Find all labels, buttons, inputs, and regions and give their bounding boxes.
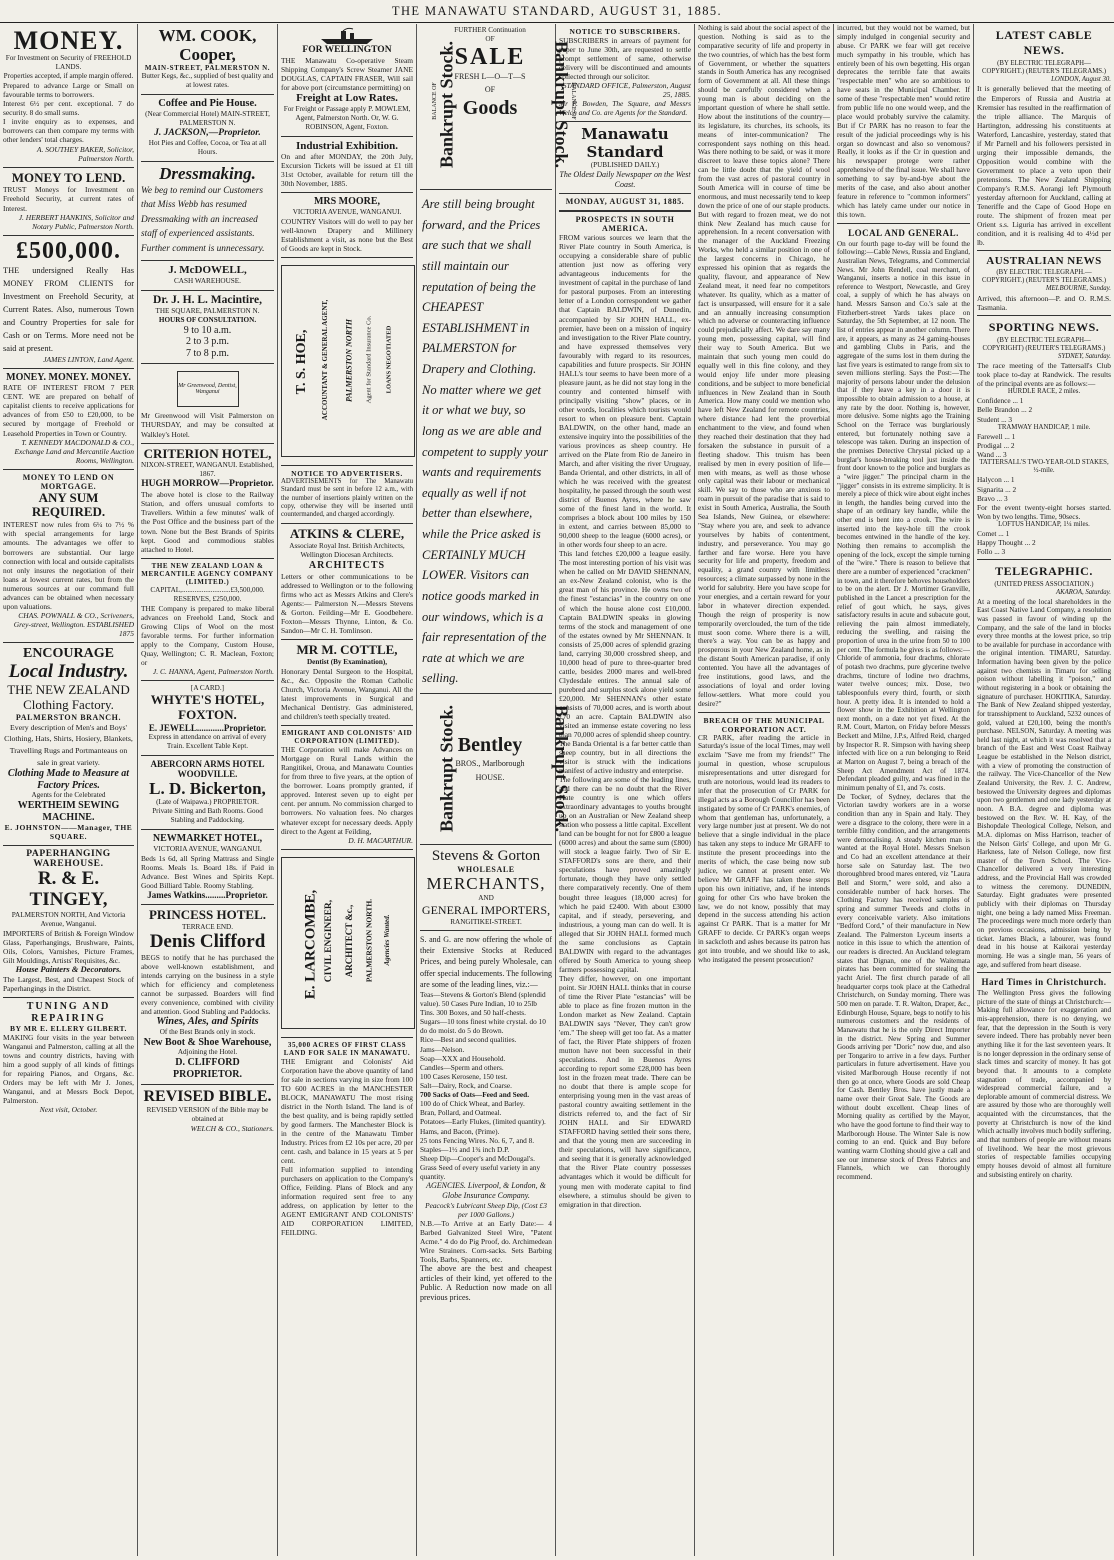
paperhanging: PAPERHANGING WAREHOUSE.	[26, 849, 111, 870]
gilbert-text: MAKING four visits in the year between Wanganui and Palmerston, calling at all the towns and country districts, having with him a good supply of all kinds of fittings for repairing Pianos, and Organs, &c. Orders may be left with Mr J. Jones, Wanganui, and at Messrs Bock Depot, Palmerston.	[3, 1033, 134, 1106]
bible-ad	[141, 1085, 274, 1137]
column-1	[0, 24, 137, 1556]
tele-dateline: AKAROA, Saturday.	[1055, 589, 1111, 597]
hoe-line: PALMERSTON NORTH	[344, 319, 354, 403]
article-title: PROSPECTS IN SOUTH AMERICA.	[575, 215, 675, 234]
race-row: Bravo ... 3	[977, 493, 1008, 503]
exhibition: Industrial Exhibition.	[295, 139, 399, 152]
race-row: Wand ... 3	[977, 449, 1007, 459]
steamer-icon	[317, 27, 377, 45]
moore-ad	[281, 193, 413, 258]
bankrupt-stock-right: Bankrupt Stock.	[551, 40, 572, 169]
emigrant-text: THE Corporation will make Advances on Mortgage on Rural Lands within the Rangitikei, Oroua, and Manawatu Counties for from three to five years, at the option of the borrower. Loans promptly granted, if approved. Interest seven up to eight per cent. per annum. No commission charged to borrowers. No valuation fees. No charges whatever except for necessary deeds. Apply direct to the Agent at Feilding,	[281, 745, 413, 836]
cook-text: Butter Kegs, &c., supplied of best quality and at lowest rates.	[141, 72, 274, 90]
bible: REVISED BIBLE.	[143, 1088, 272, 1106]
mmm-title: MONEY. MONEY. MONEY.	[6, 371, 131, 383]
paper-sub: (PUBLISHED DAILY.)	[590, 161, 660, 170]
bankrupt-stock-left: Bankrupt Stock.	[436, 704, 457, 833]
column-3	[278, 24, 416, 1556]
clifford-text: BEGS to notify that he has purchased the above well-known establishment, and intends carrying on the business in a style which for efficiency and completeness cannot be surpassed. Boarders will find every convenience, combined with civility and attention. Good Stabling and Paddocks.	[141, 953, 274, 1017]
larcombe-name: E. LARCOMBE,	[302, 889, 319, 999]
money-line: Interest 6½ per cent. exceptional. 7 do security. 8 do small sums.	[3, 99, 134, 118]
notice-title: NOTICE TO SUBSCRIBERS.	[569, 27, 681, 36]
aus-text: Arrived, this afternoon—P. and O. R.M.S. Tasmania.	[977, 293, 1111, 312]
tingey-stock: The Largest, Best, and Cheapest Stock of Paperhangings in the District.	[3, 975, 134, 994]
watkins: James Watkins.........Proprietor.	[147, 890, 268, 901]
cable-text: It is generally believed that the meeting of the Emperors of Russia and Austria at Kremsier has resulted in the reaffirmation of the triple alliance. The Marquis of Hartington, addressing his constituents at Waterford, Lancashire, yesterday, stated that if Mr Parnell and his followers persisted in urging their impossible demands, the Opposition would combine with the Government to place a veto upon their pretensions. The New Zealand Shipping Company's R.M.S. Aorangi left Plymouth yesterday afternoon for Auckland, calling at Teneriffe and the Cape of Good Hope en route. The shipment of frozen meat per Orient s.s. Liguria has arrived in excellent condition, and it is realising 4d to 4½d per lb.	[977, 84, 1111, 247]
list-item: Salt—Dairy, Rock, and Coarse.	[420, 1081, 512, 1091]
cottle-ad	[281, 640, 413, 726]
pie-text: (Near Commercial Hotel) MAIN-STREET, PALMERSTON N.	[145, 110, 270, 128]
atkins-ad	[281, 524, 413, 640]
money-title: MONEY.	[13, 26, 124, 55]
list-item: Sugars—10 tons finest white crystal. do 10 do do moist. do 5 do Brown.	[420, 1017, 546, 1036]
notice-adv-title: NOTICE TO ADVERTISERS.	[291, 469, 403, 479]
cable-by: (BY ELECTRIC TELEGRAPH—COPYRIGHT.) (REUTER'S TELEGRAMS.)	[981, 60, 1107, 76]
race-name: TRAMWAY HANDICAP, 1 mile.	[997, 423, 1091, 431]
dress-title: Dressmaking.	[159, 164, 256, 184]
abercorn-ad	[141, 756, 274, 830]
sg-foot: The above are the best and cheapest articles of their kind, yet offered to the Public. A Reduction now made on all previous prices.	[420, 1263, 552, 1303]
exhibition-ad	[281, 137, 413, 194]
issue-date: MONDAY, AUGUST 31, 1885.	[565, 197, 685, 207]
money-line: For Investment on Security of FREEHOLD LANDS.	[5, 54, 132, 72]
any-sum-text: INTEREST now rules from 6¼ to 7½ % with special arrangements for large amounts. The advantages we offer to borrowers are substantial. Our large connection with local and outside capitalists not only insures the negotiation of their loans at lowest current rates, but from the numerous sources at our command full advances can be obtained when necessary upon valuations.	[3, 520, 134, 611]
list-item: 100 Cases Kerosene, 150 test.	[420, 1071, 508, 1081]
linton-signature: JAMES LINTON, Land Agent.	[43, 354, 134, 364]
money-ad	[3, 24, 134, 168]
bentley-top-ad	[420, 24, 576, 190]
abercorn: ABERCORN ARMS HOTEL WOODVILLE.	[150, 759, 265, 780]
local-text: On our fourth page to-day will be found the following:—Cable News, Russia and England, Australian News, Telegrams, and Commercial News. Mr John Rendell, coal merchant, of Wanganui, inserts a notice in this issue in reference to Westport, Newcastle, and Grey coal, a supply of which he has always on hand. Messrs Sanson and Co.'s sale at the Fitzherbert-street Yards takes place on Saturday, the 5th September, at 12 noon. The list of entries appear in another column. There are, it appears, as many as 24 gaming-houses and gambling Clubs in Paris, and the aggregate of the sums lost in them during the last five years is estimated to range from six to seven millions sterling. Says the Post:—The majority of persons labour under the delusion that if they leave a key in a door it is impossible to obtain admission to a house, at any rate by the door. Nothing is, however, more delusive. Some nights ago the Training School on the Terrace was burglariously entered, but fortunately nothing save a telescope was taken. During an inspection of the premises Detective Chrystal picked up a burglar's house-breaking tool just inside the front door known to the police and burglars as a "wire jigger." The principal charm in the "jigger" consists in its extreme simplicity. It is merely a piece of thick wire about eight inches in length, the handles being curved into the shape of an ordinary key handle, while the other end is bent into a crook. The wire is inserted into the key-hole till the crook becomes entwined in the handle of the key. Nothing then remains to accomplish the opening of the lock, except the simple turning of the "wire." There is reason to believe that there are a number of experienced "crackmen" in town, and it therefore behoves householders to be on the alert. Dr J. Mortimer Granville, published in the Lancet a prescription for the relief of gout which, he says, gives satisfactory results in acute and subacute gout, relieving the pain almost immediately, reducing the swelling, and raising the proportion of urea in the urine from 50 to 100 per cent. The formula he gives is as follows:—Chloride of ammonia, four drachms, chlorate of potash two drachms, pure glycerine twelve drachms, tincture of lodine two drachms, water twelve ounces; mix. Dose, two tablespoonfuls every third, fourth, or sixth hour. A pretty idea. It is intended to hold a flower show in the Exhibition at Wellington next month, on a date not yet fixed. At the R.M. Court, Marton, on Friday before Messrs Beckett and Milne, J.P.s, Alfred Reid, charged by Inspector R. R. Simpson with having sheep infected with lice on a run belonging to Reid at Marton on August 7, being a breach of the Sheep Act Amendment Act of 1874. Defendant pleaded guilty, and was fined in the minimum penalty of £1, and 7s. costs.	[837, 239, 970, 792]
pownall-ad	[3, 470, 134, 643]
moore-text: COUNTRY Visitors will do well to pay her well-known Drapery and Millinery Establishment a visit, as none but the Best of Goods are kept in Stock.	[281, 216, 413, 254]
clothing-ad	[3, 643, 134, 847]
notice-subscribers	[559, 24, 691, 122]
list-item: Bran, Pollard, and Oatmeal.	[420, 1108, 502, 1118]
newmarket-ad	[141, 830, 274, 905]
cottle-text: Honorary Dental Surgeon to the Hospital, &c., &c. Opposite the Roman Catholic Church, Victoria Avenue, Wanganui. All the latest improvements in Surgical and Mechanical Dentistry. Gas administered, and children's teeth specially treated.	[281, 667, 413, 722]
cook-ad	[141, 24, 274, 95]
whyte: WHYTE'S HOTEL, FOXTON.	[150, 691, 265, 722]
princess: PRINCESS HOTEL.	[148, 907, 267, 923]
jewell: E. JEWELL............Proprietor.	[148, 722, 267, 733]
mcdowell: J. McDOWELL,	[168, 264, 247, 277]
article	[559, 212, 691, 1208]
hoe-vertical-ad	[281, 265, 415, 457]
column-2	[138, 24, 277, 1556]
hours-line: 9 to 10 a.m.	[183, 324, 232, 336]
arrive: N.B.—To Arrive at an Early Date:— 4 Barbed Galvanized Steel Wire, "Patent Acme." 4 do do Pig Proof, do. Archimedean Wire Strainers. Corn-sacks. Sets Barbing Tools, Barbs, Spanners, etc.	[420, 1218, 552, 1264]
tingey: R. & E. TINGEY,	[29, 868, 108, 911]
branch: PALMERSTON BRANCH.	[15, 712, 122, 722]
hours-line: 7 to 8 p.m.	[185, 347, 230, 359]
shoe-sub: Adjoining the Hotel.	[177, 1048, 238, 1057]
encourage: ENCOURAGE	[22, 645, 114, 661]
paper-banner	[559, 122, 691, 212]
reserves: RESERVES, £250,000.	[173, 594, 242, 603]
acres-ad	[281, 1038, 413, 1242]
emigrant-ad	[281, 726, 413, 849]
race-row: Signarita ... 2	[977, 484, 1017, 494]
newmarket-address: VICTORIA AVENUE, WANGANUI.	[153, 844, 262, 853]
cable-title: LATEST CABLE NEWS.	[995, 28, 1093, 57]
jackson-text: Hot Pies and Coffee, Cocoa, or Tea at all Hours.	[148, 139, 267, 157]
list-item: Grass Seed of every useful variety in any quantity.	[420, 1163, 541, 1182]
nz-clothing: THE NEW ZEALAND Clothing Factory.	[7, 681, 130, 712]
sg-lines	[420, 990, 552, 1181]
sale-center	[450, 26, 530, 120]
wholesale: WHOLESALE	[457, 865, 515, 874]
wertheim: WERTHEIM SEWING MACHINE.	[17, 800, 120, 823]
larcombe-line: Agencies Wanted.	[383, 914, 391, 966]
tele-title: TELEGRAPHIC.	[995, 564, 1093, 579]
greenwood-stamp: Mr Greenwood, Dentist, Wanganui	[177, 371, 239, 407]
tingey-address: PALMERSTON NORTH, And Victoria Avenue, Wanganui.	[11, 911, 126, 929]
list-item: Jams—Nelson.	[420, 1044, 465, 1054]
money-line: Prepared to advance Large or Small on favourable terms to borrowers.	[3, 81, 134, 100]
shoe: New Boot & Shoe Warehouse,	[143, 1036, 272, 1048]
list-item: Soap—XXX and Household.	[420, 1053, 506, 1063]
money-line: Properties accepted, if ample margin offered.	[3, 72, 134, 81]
dress-text: We beg to remind our Customers that Miss Webb has resumed Dressmaking with an increased staff of experienced assistants. Further comment is unnecessary.	[141, 186, 265, 254]
gilbert-ad	[3, 998, 134, 1118]
bentley-bottom-ad	[420, 693, 572, 845]
jackson: J. JACKSON,—Proprietor.	[154, 128, 261, 139]
criterion-address: NIXON-STREET, WANGANUI. Established, 1867.	[141, 461, 274, 479]
balance-of-left: BALANCE OF	[432, 82, 438, 120]
further: FURTHER Continuation OF	[454, 26, 526, 43]
wellington-ad	[281, 24, 413, 137]
macintire: Dr. J. H. L. Macintire,	[153, 293, 262, 306]
masthead-title: THE MANAWATU STANDARD, AUGUST 31, 1885.	[391, 3, 723, 18]
sg-text: S. and G. are now offering the whole of their Extensive Stocks at Reduced Prices, and being purely Wholesale, can offer special inducements. The following are some of the leading lines, viz.:—	[420, 935, 552, 989]
larcombe-line: CIVIL ENGINEER,	[324, 899, 334, 982]
race-name: TATTERSALL'S TWO-YEAR-OLD STAKES, ½-mile.	[979, 459, 1109, 475]
hours-line: 2 to 3 p.m.	[185, 336, 230, 348]
race-name: HURDLE RACE, 2 miles.	[1007, 388, 1081, 396]
notice-advertisers	[281, 466, 413, 524]
freight: Freight at Low Rates.	[296, 92, 398, 105]
list-item: 25 tons Fencing Wires. No. 6, 7, and 8.	[420, 1135, 535, 1145]
any-sum-signature: CHAS. POWNALL & CO., Scriveners, Grey-street, Wellington. ESTABLISHED 1875	[13, 610, 134, 638]
list-item: Staples—1½ and 1¾ inch D.P.	[420, 1144, 510, 1154]
notice-signature: STANDARD OFFICE, Palmerston, August 25, 1885.	[562, 81, 691, 100]
wines-sub: Of the Best Brands only in stock.	[159, 1027, 256, 1036]
clifford-prop: D. CLIFFORD PROPRIETOR.	[173, 1057, 242, 1080]
newmarket-text: Beds 1s 6d, all Spring Mattrass and Single Rooms. Meals 1s. Board 18s. if Paid in Advance. Best Wines and Spirits Kept. Good Billiard Table. Roomy Stabling.	[141, 853, 274, 891]
article-continued: Nothing is said about the social aspect of the question. Nothing is said as to the comparative security of life and property in the two countries, of which has the best form of Government, or whether the squatters stands in South America has any recognised form of Government at all. All these things should be carefully considered when a young man is about deciding on the important question of where he shall settle. How about the institutions of the country—its legislature, its churches, its schools, its means of inter-communication? The correspondent says nothing on this head. Was there nothing to be said, or was it more discreet to leave these topics alone? There can be little doubt that the yield of wool from the vast acres of pastoral country in South America will in course of time be enormous, and must necessarily tend to keep down the price of one of our staple products. But with regard to frozen meat, we do not think New Zealand has much cause for apprehension. In a recent conversation with the manager of the Auckland Freezing Works, who held a similar position in one of the largest concerns in Chicago, he expressed his opinion that as regards the quality, flavour, and appearance of New Zealand meat, it need fear no competitors whatever. Its quality, which as a matter of fact is unsurpassed, will ensure for it a sale and an annually increasing consumption which no adverse or counteracting influence could prejudicially affect. We dare say many young men, possessing capital, will find their way to South America. But we maintain that such young men could do equally well in this fine colony, and they would enjoy life under more pleasing conditions, and be subject to more beneficial influences in New Zealand than in South America. How many could we mention who have left New Zealand for remote countries, where distance had lent the proverbial enchantment to the view, and found when they reached their destination that they had forsaken the substance in pursuit of a fleeting shadow. This truism has been realised by men in every position of life—men with means, as well as those whose only capital was their labour or mechanical skill. We say to those who are anxious to roam in pursuit of the paradise that is said to exist in South America, Australia, the South Sea Islands, New Guinea, or elsewhere: "Stay where you are, and seek to advance yourselves by habits of contentment, industry, and perseverance. You may go farther and fare worse. Here you have security for life and property, freedom and equality, a grand country with limitless resources; a climate surpassed by none in the world for salubrity. Here you have scope for your energies, and a certain reward for your labor in whatever direction expended. Though the reign of prosperity is now temporarily overclouded, the turn of the tide must soon come. Where there is a will, there's a way. You can be as happy and prosperous in your New Zealand home, as in the distant South American paradise, if only contented. You have all the advantages of free institutions, good laws, and the associations of loyal and order loving fellow-settlers. What more could you desire?"	[698, 23, 830, 708]
big-sum: £500,000.	[16, 237, 121, 264]
tele-text: At a meeting of the local shareholders in the East Coast Native Land Company, a resolution was passed in favour of winding up the Company, and the sale of the land in blocks every three months at the lowest price, so trip to be available for purchase in accordance with the original intention. TIMARU, Saturday. Information having been given by the police against two chemists in Timaru for selling poison without labelling it "poison," and without registering in a book or obtaining the signature of purchaser. HOKITIKA, Saturday. The Bank of New Zealand shipped yesterday, for transshipment to Auckland, 5232 ounces of gold, valued at £20,100, being the month's purchase. NELSON, Saturday. A meeting was held last night, at which it was resolved that a branch of the East and West Coast Railway League be established in the Nelson district, with a view of promoting the construction of the railway. The Vice-Chancellor of the New Zealand University, the Rev. J. C. Andrew, bestowed the University degrees and diplomas upon two gentlemen and one lady yesterday at noon. A B.A. degree and diploma was bestowed on the Rev. W. H. Kay, of the Bishopdale Theological College, Nelson, and M.A. diplomas on Miss Harrison, teacher of the Nelson Girls' College, and upon Mr G. Harkness, late of Nelson College, now first master of the Town School. The Vice-Chancellor delivered a very interesting address, and the Provincial Hall was crowded to witness the ceremony. DUNEDIN, Saturday. Eight graduates were presented publicly with their diplomas on Thursday night, one being a lady named Miss Freeman. The proceedings were much more orderly than on previous occasions, admission being by ticket. James Black, a labourer, was found dead in his house at Kaikorai yesterday morning. He was a single man, 56 years of age, and suffered from heart disease.	[977, 597, 1111, 969]
linton-ad	[3, 236, 134, 369]
mmm-text: RATE OF INTEREST FROM 7 PER CENT. WE are prepared on behalf of capitalist clients to receive applications for advances of from £50 to £20,000, to be secured by mortgage of Freehold or Leasehold Properties in Town or Country.	[3, 383, 134, 438]
mmm-signature: T. KENNEDY MACDONALD & CO., Exchange Land and Mercantile Auction Rooms, Wellington.	[14, 437, 134, 465]
bentley-center	[450, 734, 530, 784]
balance-of-right: BALANCE OF	[570, 82, 576, 120]
moore-address: VICTORIA AVENUE, WANGANUI.	[292, 207, 402, 216]
mcdowell-sub: CASH WAREHOUSE.	[174, 276, 241, 285]
princess-address: TERRACE END.	[181, 923, 234, 932]
sport-text: The race meeting of the Tattersall's Club took place to-day at Randwick. The results of the principal events are as follows:—	[977, 361, 1111, 389]
bankrupt-stock-right: Bankrupt Stock.	[551, 704, 572, 833]
article-p1: FROM various sources we learn that the River Plate country in South America, is occupying a considerable share of public attention just now as offering very advantageous inducements for the investment of capital in the purchase of land for pastoral purposes. From an interesting letter of a London correspondent we gather that Captain BALDWIN, of Dunedin, accompanied by Sir JOHN HALL, ex-premier, have been on a mission of inquiry and investigation to the River Plate country, and have expressed themselves very favourably with regard to its resources, capabilities and future prospects. Sir JOHN HALL's tour seems to have been more of a pleasure jaunt, as he did not stay long in the country and contented himself with principally visiting "show" places, or in other words, localities which tourists would resort to when on pleasure bent. Captain BALDWIN, on the other hand, made an extensive inquiry into the possibilities of the various provinces as sheep country. He arrived on the Plate from Rio de Janeiro in March, and after visiting the river Uruguay, Banda Oriental, and other districts, in all of which he was received with the greatest hospitality, he passed through the south west district of Buenos Ayres, where he saw some of the finest land in the world. It comprises a block about 100 miles by 150 in extent, and carries between 85,000 to 90,000 sheep to the league (6000 acres), or in other words four sheep to an acre.	[559, 233, 691, 550]
race-row: Follo ... 3	[977, 547, 1006, 557]
wellington-agents: For Freight or Passage apply P. MOWLEM, Agent, Palmerston North. Or, W. G. ROBINSON, Agent, Foxton.	[283, 104, 411, 131]
bible-text: REVISED VERSION of the Bible may be obtained at	[146, 1106, 269, 1124]
races-note: For the event twenty-eight horses started. Won by two lengths. Time, 90secs.	[977, 502, 1111, 521]
list-item: Teas—Stevens & Gorton's Blend (splendid value). 50 Cases Pure Indian, 10 to 25lb Tins. 300 Boxes, and 50 half-chests.	[420, 989, 546, 1018]
moore: MRS MOORE,	[313, 196, 381, 208]
linton-text: THE undersigned Really Has MONEY FROM CLIENTS for Investment on Freehold Security, at Current Rates. Also, numerous Town and Country Properties for sale for Cash or on Terms. More need not be said at present.	[3, 265, 134, 353]
bickerton-sub: (Late of Waipawa.) PROPRIETOR.	[156, 798, 259, 807]
column-6	[695, 24, 833, 1556]
pie-ad	[141, 95, 274, 162]
wines: Wines, Ales, and Spirits	[156, 1016, 259, 1028]
hoe-name: T. S. HOE,	[294, 329, 309, 395]
race-row: Comet ... 1	[977, 528, 1010, 538]
list-item: Sheep Dip—Cooper's and McDougal's.	[420, 1153, 535, 1163]
goods: Goods	[462, 96, 518, 119]
lend-ad	[3, 168, 134, 236]
bickerton: L. D. Bickerton,	[149, 778, 266, 798]
atkins: ATKINS & CLERE,	[289, 526, 405, 542]
nz-loan-ad	[141, 559, 274, 681]
johnston: E. JOHNSTON——Manager, THE SQUARE.	[4, 823, 133, 842]
cottle: MR M. COTTLE,	[296, 642, 398, 658]
race-row: Halycon ... 1	[977, 475, 1015, 485]
mortgage-title: MONEY TO LEND ON MORTGAGE.	[22, 472, 115, 491]
tingey-text: IMPORTERS of British & Foreign Window Glass, Paperhangings, Brushware, Paints, Oils, Colors, Varnishes, Picture Frames, Gilt Mouldings, Artists' Requisites, &c.	[3, 929, 134, 966]
article-p4: They differ, however, on one important point. Sir JOHN HALL thinks that in course of time the River Plate "estancias" will be able to place as fine frozen mutton in the London market as New Zealand. Captain BALDWIN says "Never, They can't grow 'em." The sheep will get too fat. As a matter of fact, the River Plate shippers of frozen mutton have not been successful in their speculations. And in Buenos Ayres according to report some £28,000 has been lost in the frozen meat trade. There can be no doubt that there is ample scope for enterprising young men in the vast areas of pastoral country awaiting settlement in the districts referred to, and the fact of Sir JOHN HALL and Sir EDWARD STAFFORD having settled their sons there, and that the young men are succeeding in their speculations, will have significance, and seeing that it is generally acknowledged that the River Plate country possesses advantages which it would be difficult for young men with moderate capital to find elsewhere, a stimulus should be given to emigration in that direction.	[559, 973, 691, 1209]
gilbert-foot: Next visit, October.	[39, 1105, 98, 1115]
hoe-line: ACCOUNTANT & GENERAL AGENT,	[321, 299, 329, 421]
race-row: Confidence ... 1	[977, 396, 1024, 406]
race-row: Belle Brandon ... 2	[977, 405, 1033, 415]
notice-adv-text: ADVERTISEMENTS for The Manawatu Standard must be sent in before 12 a.m., with the number of insertions plainly written on the copy, otherwise they will be inserted until countermanded, and charged accordingly.	[281, 478, 413, 519]
larcombe-line: PALMERSTON NORTH.	[364, 898, 374, 982]
architects: ARCHITECTS	[308, 560, 386, 572]
dress-ad	[141, 162, 274, 261]
lend-title: MONEY TO LEND.	[11, 169, 126, 185]
local-title: LOCAL AND GENERAL.	[848, 227, 959, 238]
stevens-gorton-ad	[420, 845, 552, 1307]
masthead	[0, 0, 1114, 23]
card: [A CARD.]	[190, 683, 225, 692]
paper-title: Manawatu Standard	[581, 125, 669, 162]
macintire-ad	[141, 291, 274, 365]
list-item: 100 do of Chick Wheat, and Barley.	[420, 1099, 525, 1109]
nz-loan-text: THE Company is prepared to make liberal advances on Freehold Land, Stock and Growing Clips of Wool on the most favorable terms. For further information apply to the Company, Custom House, Quay, Wellington; C. R. Maclean, Foxton; or	[141, 603, 274, 667]
sport-by: (BY ELECTRIC TELEGRAPH—COPYRIGHT) (REUTER'S TELEGRAMS.)	[982, 336, 1106, 352]
tuning: TUNING AND REPAIRING	[26, 1001, 111, 1024]
criterion-text: The above hotel is close to the Railway Station, and offers unusual comforts to Travellers. Within a few minutes' walk of the Post Office and the business part of the town. None but the Best Brands of Spirits kept. Good and commodious stables attached to Hotel.	[141, 490, 274, 554]
wellington-text: THE Manawatu Co-operative Steam Shipping Company's Screw Steamer JANE DOUGLAS, CAPTAIN FRASER, Will sail for above port (circumstance permitting) on	[281, 55, 413, 93]
aus-dateline: MELBOURNE, Sunday.	[1045, 285, 1111, 293]
race-name: LOFTUS HANDICAP, 1¼ miles.	[998, 520, 1090, 528]
article-p2: This land fetches £20,000 a league easily. The most interesting portion of his visit was when he called on Mr DAVID SHENNAN, an ex-New Zealand colonist, who is the great man of his province. He owns two of the finest "estancias" in the country on one of which the house alone cost £10,000. Captain BALDWIN speaks in glowing terms of the stock and management of one of the estates owned by Mr SHENNAN. It consists of 25,000 acres of splendid grazing land, carrying 30,000 crossbred sheep, and 10,000 head of pure to three-quarter bred cattle, besides 2000 mares and well-bred Clydesdale entires. The annual sale of purebred and surplus stock alone yield some £20,000. Mr SHENNAN's other estate consists of 70,000 acres, and is worth about £70 an acre. Captain BALDWIN also visited an immense estate covering no less than 70,000 acres of splendid sheep country. The Banda Oriental is a far better cattle than sheep country, but in all directions the visitor is struck with the indications manifest of active industry and enterprise.	[559, 549, 691, 776]
bankrupt-stock-left: Bankrupt Stock.	[436, 40, 457, 169]
criterion-ad	[141, 444, 274, 559]
greenwood-ad	[141, 364, 274, 443]
hours-title: HOURS OF CONSULTATION.	[158, 315, 257, 324]
sport-dateline: SYDNEY, Saturday.	[1058, 352, 1111, 360]
princess-ad	[141, 905, 274, 1085]
pie-title: Coffee and Pie House.	[158, 98, 257, 110]
rangitikei: RANGITIKEI-STREET.	[450, 918, 522, 926]
larcombe-ad	[281, 850, 413, 1038]
local-more: De Tocker, of Sydney, declares that the Victorian tawdry workers are in a worse condition than any in Spain and Italy. They were a disgrace to the colony, there were in a terrible filthy condition, and the arrangements were demoralising. A steady kitchen man is wanted at the Royal Hotel. Messrs Snelson and Co had an excellent attendance at their horse sale on Saturday last. The two thoroughbred brood mares entered, viz "Laura Bell and Storm," were sold, and also a considerable number of hack horses. The Clothing Factory has received samples of spring and summer Tweeds and cloths in every conceivable variety. Also imitations "Bedford Cord," of their manufacture in New Zealand. The Palmerston Lyceum inserts a notice in this issue to which the attention of our readers is directed. An Auckland telegram states that Dignan, one of the Waitemata pirates has been committed for stealing the yacht Ariel. The first church parade of all headquarter corps took place at the Cathedral Christchurch, on Sunday morning. There was 500 men on parade. T. R. Walton, Draper, &c., Edinburgh House, Square, begs to notify to his numerous customers and the residents of Manawatu that he is the only Direct Importer in the district. New Spring and Summer Goods arriving per "Doric" now due, and also per Tongariro to arrive in a few days. Further particulars in future advertisement. Have you visited Marlborough House recently if not then go at once, where Goods are sold Cheap for Cash. Bentley Bros. have justly made a name over their Great Sale. The Goods are without doubt excellent. Cheap lines of Morning quality as certified by the Mayor, who have the good fortune to find their way to Marlborough House. The Winter Sale is now coming to an end. Quick and Buy before wanting warm Clothing should give a call and see our immense stock of Dress Fabrics and Flannels, which we can thoroughly recommend.	[837, 792, 970, 1181]
breach-text: CR PARK, after reading the article in Saturday's issue of the local Times, may well exclaim "Save me from my friends!" The journal in question, whose scrupulous misrepresentations and utter disregard for truth are notorious, would lead its readers to infer that the prosecution of Cr PARK for illegal acts as a Borough Councillor has been instigated by some of Cr PARK's enemies, of whom that gentleman has, unfortunately, a very large number just at present. We do not believe that a single individual in the place has taken any steps to induce Mr GRAFF to institute the present proceedings into the merits of which, the case being now sub judice, we cannot at present enter. We believe Mr GRAFF has taken these steps upon his own initiative, and, if he intends going for other Crs who have broken the law, we do not know, possibly that may depend in the success attending his action against Cr PARK. That is a matter for Mr GRAFF to decide. Cr PARK's organ weeps in sackcloth and ashes because its patron has got into trouble, and we should like to ask, who instigated the present prosecution?	[698, 732, 830, 964]
whyte-ad	[141, 681, 274, 756]
breach-continued: incurred, but they would not be warned, but simply indulged in congenial security and abuse. Cr PARK we fear will get receive much sympathy in his trouble, which has entirely been of his own begetting. His organ deprecates the terrible fate that awaits "respectable men" who are so ambitious to have seats in the Municipal Chamber. If some of these "respectable men" would retire from public life no one would weep, and the place would probably survive the calamity. But if Cr PARK has no reason to fear the result of the judicial proceedings why is his organ so downcast and also so venomous? Really, it looks as if the Cr in question and his newspaper protege were rather apprehensive of the final issue. We shall have something to say by-and-bye about the merits of the case, and also about another feature in reference to "common informers" which has lately came under our notice in this town.	[837, 23, 971, 219]
morrow: HUGH MORROW—Proprietor.	[141, 479, 274, 490]
hanna: J. C. HANNA, Agent, Palmerston North.	[152, 666, 274, 676]
sport-title: SPORTING NEWS.	[988, 319, 1100, 334]
hard-title: Hard Times in Christchurch.	[981, 977, 1107, 988]
cook-title: WM. COOK, Cooper,	[158, 26, 257, 64]
column-4	[417, 24, 576, 1556]
larcombe-line: ARCHITECT &c.,	[344, 904, 354, 977]
lend-text: TRUST Moneys for Investment on Freehold Security, at current rates of Interest.	[3, 185, 134, 213]
list-item: Rice—Best and second qualities.	[420, 1035, 517, 1045]
list-item: Candles—Sperm and others.	[420, 1062, 504, 1072]
atkins-sub: Associate Royal Inst. British Architects, Wellington Diocesan Architects.	[289, 542, 405, 560]
acres-text-2: Full information supplied to intending purchasers on application to the Company's Office, Feilding. Plans of Block and any information required sent free to any address, on application by letter to the AGENT EMIGRANT AND COLONISTS' AID CORPORATION LIMITED, FEILDING.	[281, 1164, 413, 1238]
cook-address: MAIN-STREET, PALMERSTON N.	[144, 64, 271, 73]
measure: Clothing Made to Measure at Factory Prices.	[7, 768, 130, 791]
peacock: Peacock's Lubricant Sheep Dip, (Cost £3 per 1000 Gallons.)	[425, 1200, 547, 1219]
mmm-ad	[3, 369, 134, 470]
tingey-ad	[3, 846, 134, 998]
fresh-lots: FRESH L—O—T—S OF	[454, 72, 526, 94]
newmarket: NEWMARKET HOTEL,	[152, 833, 263, 845]
cottle-sub: Dentist (By Examination),	[306, 658, 388, 667]
mcdowell-ad	[141, 261, 274, 291]
aus-by: (BY ELECTRIC TELEGRAPH.—COPYRIGHT.) (REUTER'S TELEGRAMS.)	[981, 269, 1107, 285]
acres-title: 35,000 ACRES OF FIRST CLASS LAND FOR SALE IN MANAWATU.	[283, 1040, 411, 1057]
article-p3: The following are some of the leading lines, and there can be no doubt that the River Plate country is one which offers extraordinary advantages to youths brought up on an Australian or New Zealand sheep station who possess a little capital. Excellent land can be bought for not for £800 a league (6000 acres) and about the same sum (£800) will stock a league fairly. Two of Sir E. STAFFORD's sons are there, and their speculations have proved amazingly fortunate, though they have only settled there comparatively recently. One of them bought three leagues (18,000 acres) for which he paid £2400. With about £3000 capital, and if steady, persevering, and industrious, a young man can do well. It is alleged that Sir JOHN HALL formed much the same conclusions as Captain BALDWIN with regard to the advantages offered by South America to young sheep farmers possessing capital.	[559, 775, 691, 974]
emigrant-signature: D. H. MACARTHUR.	[348, 835, 413, 845]
macintire-address: THE SQUARE, PALMERSTON N.	[155, 306, 260, 315]
nz-loan: THE NEW ZEALAND LOAN & MERCANTILE AGENCY COMPANY (LIMITED.)	[141, 561, 274, 586]
race-row: Student ... 3	[977, 414, 1013, 424]
sale: SALE	[454, 44, 526, 70]
list-item: Hams, and Bacon, (Prime).	[420, 1126, 500, 1136]
local-industry: Local Industry.	[8, 660, 129, 682]
tele-by: (UNITED PRESS ASSOCIATION.)	[994, 581, 1094, 589]
whyte-text: Express in attendance on arrival of every Train. Excellent Table Kept.	[148, 733, 267, 751]
race-row: Farewell ... 1	[977, 431, 1016, 441]
column-8	[974, 24, 1114, 1556]
gilbert: BY MR E. ELLERY GILBERT.	[10, 1024, 127, 1034]
race-results	[977, 388, 1111, 556]
bentley-body: Are still being brought forward, and the Prices are such that we shall still maintain our reputation of being the CHEAPEST ESTABLISHMENT in PALMERSTON for Drapery and Clothing. No matter where we get it or what we buy, so long as we are able and competent to supply your wants and requirements equally as well if not better than elsewhere, while the Price asked is CERTAINLY MUCH LOWER. Visitors can notice goods marked in our windows, which is a fair representation of the rate at which we are selling.	[422, 197, 549, 686]
atkins-text: Letters or other communications to be addressed to Wellington or to the following firms who act as Messrs Atkins and Clere's Agents:— Palmerston N.—Messrs Stevens & Gorton. Feilding—Mr E. Goodbehere. Foxton—Messrs Thynne, Linton, & Co. Sandon—Mr C. H. Tomlinson.	[281, 571, 413, 636]
criterion: CRITERION HOTEL,	[143, 445, 272, 461]
bible-signature: WELCH & CO., Stationers.	[190, 1124, 274, 1134]
cable-dateline: LONDON, August 30.	[1051, 76, 1111, 84]
list-item: Potatoes—Early Flukes, (limited quantity).	[420, 1117, 546, 1127]
hoe-line: LOANS NEGOTIATED	[385, 325, 393, 394]
aus-title: AUSTRALIAN NEWS	[986, 255, 1102, 268]
column-5	[556, 24, 694, 1556]
merchants: MERCHANTS,	[426, 874, 546, 893]
general: GENERAL IMPORTERS,	[421, 903, 551, 917]
column-7	[834, 24, 973, 1556]
agents: Agents for the Celebrated	[31, 791, 106, 800]
breach-title: BREACH OF THE MUNICIPAL CORPORATION ACT.	[703, 715, 825, 734]
bickerton-text: Private Sitting and Bath Rooms. Good Stabling and Paddocking.	[152, 807, 263, 825]
notice-text: SUBSCRIBERS in arrears of payment for paper to June 30th, are requested to settle prompt settlement of same, otherwise delivery will be discontinued and amounts collected through our solicitor.	[559, 36, 691, 82]
exhibition-text: On and after MONDAY, the 20th July, Excursion Tickets will be issued at £1 till 31st October, available for return till the 30th November, 1885.	[281, 152, 413, 189]
bentley-sub: BROS., Marlborough HOUSE.	[455, 759, 525, 782]
race-row: Happy Thought ... 2	[977, 538, 1036, 548]
acres-text: THE Emigrant and Colonists' Aid Corporation have the above quantity of land for sale in sections varying in size from 100 TO 600 ACRES in the MANCHESTER BLOCK, MANAWATU The most rising district in the North Island. The land is of the best quality, and is being rapidly settled by good farmers. The Manchester Block is in the centre of the Manawatu Timber Industry. Prices from £2 10s per acre, 20 per cent. cash, and balance in 15 years at 5 per cent.	[281, 1056, 413, 1165]
bentley: Bentley	[457, 734, 523, 756]
lend-signature: J. HERBERT HANKINS, Solicitor and Notary Public, Palmerston North.	[18, 212, 134, 231]
capital: CAPITAL,...........................£3,500,000.	[150, 585, 265, 594]
emigrant: EMIGRANT AND COLONISTS' AID CORPORATION (LIMITED).	[281, 729, 413, 746]
hard-text: The Wellington Press gives the following picture of the state of things at Christchurch:—Making full allowance for exaggeration and mis-apprehension, there is no denying, we fear, that the depression in the South is very severe indeed. There has probably never been anything like it for the last seventeen years. It is no longer depression in the ordinary sense of slack times and scarcity of money. It has got beyond that. It amounts to a complete stagnation of trade, accompanied by widespread commercial failure, and a deplorable amount of commercial distress. We are assured by those who are thoroughly well acquainted with the circumstances, that the poverty at Christchurch is now of the kind which actually involves much bodily suffering, and that numbers of people are without means of livelihood. We hear the most grievous stories of respectable families occupying empty houses devoid of almost all furniture and subsisting entirely on charity.	[977, 989, 1111, 1179]
race-row: Prodigal ... 2	[977, 440, 1015, 450]
any-sum-title: ANY SUM REQUIRED.	[31, 489, 106, 520]
decorators: House Painters & Decorators.	[15, 964, 122, 975]
hoe-ad	[281, 258, 413, 466]
larcombe-vertical-ad	[281, 857, 415, 1029]
oldest: The Oldest Daily Newspaper on the West Coast.	[559, 170, 691, 190]
greenwood-text: Mr Greenwood will Visit Palmerston on THURSDAY, and may be consulted at Walkley's Hotel.	[141, 411, 274, 439]
clifford: Denis Clifford	[149, 931, 266, 953]
list-item: 700 Sacks of Oats—Feed and Seed.	[420, 1090, 530, 1100]
and: AND	[478, 894, 494, 902]
stevens: Stevens & Gorton	[431, 848, 541, 864]
hoe-line: Agent for Standard Insurance Co.	[365, 315, 373, 404]
clothing-text: Every description of Men's and Boys' Clothing, Hats, Shirts, Hosiery, Blankets, Travelling Rugs and Portmanteaus on sale in great variety.	[4, 722, 133, 767]
wellington-title: FOR WELLINGTON	[302, 45, 392, 55]
agencies: AGENCIES. Liverpool, & London, & Globe Insurance Company.	[426, 1181, 546, 1200]
newspaper-page	[0, 24, 1114, 1556]
agents-note: Mr P. Bowden, The Square, and Messrs Welch and Co. are Agents for the Standard.	[559, 99, 691, 118]
money-line: I invite enquiry as to expenses, and borrowers can then compare my terms with other lenders' total charges.	[3, 117, 134, 145]
money-signature: A. SOUTHEY BAKER, Solicitor, Palmerston North.	[36, 144, 134, 163]
